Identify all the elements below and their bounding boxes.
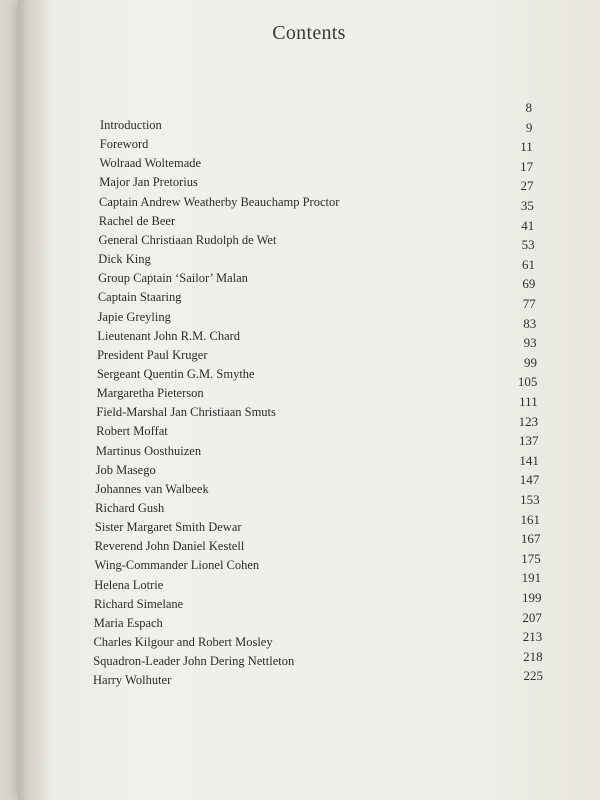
toc-page-number: 53 (521, 237, 535, 253)
toc-entry: Wolraad Woltemade (99, 156, 202, 171)
toc-entry: Japie Greyling (97, 309, 171, 324)
toc-page-number: 11 (520, 139, 533, 155)
toc-entry: Sister Margaret Smith Dewar (94, 520, 242, 535)
toc-entry: Major Jan Pretorius (99, 175, 198, 190)
toc-entry: Group Captain ‘Sailor’ Malan (98, 271, 248, 286)
toc-entry: Foreword (99, 137, 149, 152)
toc-entry: Captain Andrew Weatherby Beauchamp Proctor (99, 194, 340, 209)
toc-entry: Rachel de Beer (98, 213, 176, 228)
toc-page-number: 93 (523, 335, 537, 351)
toc-entry: Squadron-Leader John Dering Nettleton (93, 654, 295, 669)
toc-page-number: 8 (525, 100, 532, 115)
toc-entry: Job Masego (95, 462, 156, 477)
toc-entry: Harry Wolhuter (93, 673, 172, 688)
toc-entry: Field-Marshal Jan Christiaan Smuts (96, 405, 276, 420)
toc-entry: Dick King (98, 252, 151, 267)
toc-page-number: 69 (522, 276, 536, 292)
toc-page-number: 167 (520, 531, 541, 547)
page-title: Contents (272, 22, 346, 44)
toc-page-number: 35 (520, 198, 534, 213)
toc-page-number: 61 (522, 256, 536, 272)
toc-page-number: 147 (519, 472, 540, 488)
book-page (18, 0, 600, 800)
toc-page-number: 27 (520, 178, 534, 194)
toc-page-number: 175 (521, 550, 541, 566)
toc-entry: Helena Lotrie (94, 577, 164, 592)
toc-entry: Maria Espach (93, 615, 163, 630)
toc-entry: Richard Simelane (93, 596, 184, 611)
toc-entry: Captain Staaring (97, 290, 182, 305)
toc-entry: Johannes van Walbeek (95, 481, 209, 496)
page-binding-shadow (18, 0, 48, 800)
toc-page-number: 77 (522, 296, 536, 311)
toc-entry: Lieutenant John R.M. Chard (97, 328, 241, 343)
toc-page-number: 111 (519, 394, 538, 409)
toc-entry: Martinus Oosthuizen (95, 443, 202, 458)
toc-page-number: 213 (522, 629, 543, 645)
toc-page-number: 41 (521, 217, 535, 233)
toc-entry: President Paul Kruger (97, 347, 208, 362)
toc-page-number: 99 (523, 354, 537, 370)
toc-page-number: 199 (521, 590, 542, 605)
toc-entry: Robert Moffat (96, 424, 168, 439)
toc-entry: Reverend John Daniel Kestell (94, 539, 245, 554)
toc-page-number: 161 (520, 511, 540, 527)
toc-page-number: 9 (525, 119, 533, 135)
toc-page-number: 123 (518, 413, 539, 429)
toc-entry: Richard Gush (95, 501, 165, 515)
toc-page-number: 225 (523, 668, 543, 684)
toc-page-number: 17 (520, 158, 534, 174)
toc-page-number: 141 (519, 452, 539, 468)
toc-entry: Sergeant Quentin G.M. Smythe (96, 366, 255, 381)
toc-entry: Margaretha Pieterson (96, 386, 204, 401)
toc-page-number: 191 (521, 570, 542, 586)
toc-entry: Wing-Commander Lionel Cohen (94, 558, 260, 573)
toc-entry: General Christiaan Rudolph de Wet (98, 232, 277, 247)
toc-page-number: 218 (523, 648, 543, 664)
toc-entry: Charles Kilgour and Robert Mosley (93, 635, 273, 650)
toc-page-number: 153 (520, 492, 540, 507)
toc-entry: Introduction (100, 118, 162, 132)
toc-page-number: 137 (518, 433, 539, 449)
toc-page-number: 207 (522, 609, 542, 625)
toc-page-number: 83 (523, 315, 537, 331)
toc-page-number: 105 (517, 374, 538, 390)
